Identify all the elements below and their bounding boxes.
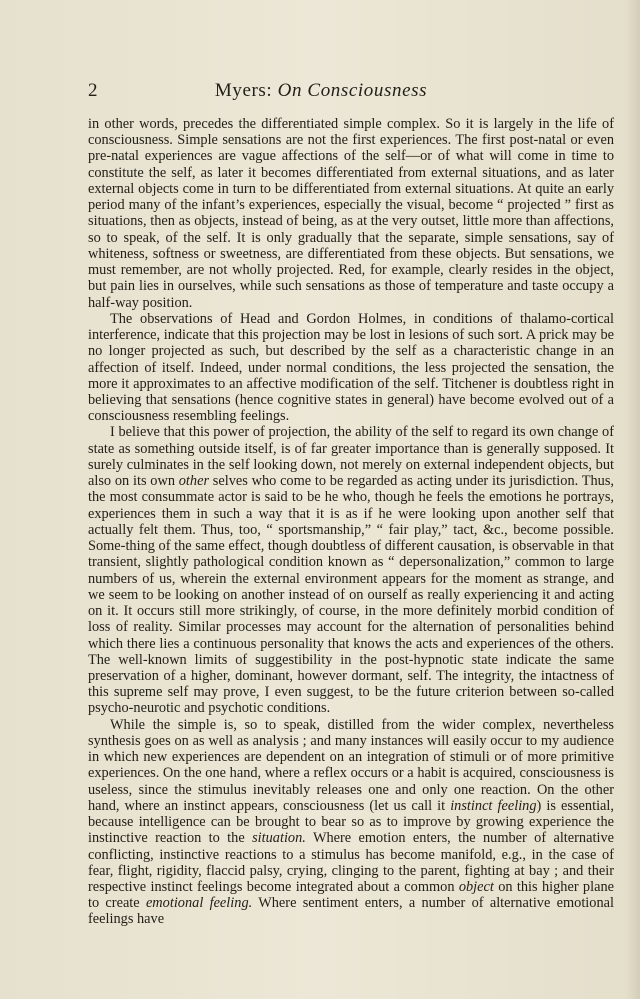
- text-run: ) is essential, because intelligence can be brought to bear so as to improve by growing experience the instinctive reaction to the: [88, 797, 614, 847]
- text-run: Where emotion enters, the number of alternative conflicting, instinctive reactions to a stimulus has become manifold, e.g., in the case of fear, flight, rigidity, flaccid palsy, crying, clinging to the parent, fighting at bay ; and their respective instinct feelings become integrated about a common: [88, 830, 614, 896]
- text-run: in other words, precedes the differentiated simple complex. So it is largely in the life of consciousness. Simple sensations are not the first experiences. The first post-natal or even pre-natal experiences are vague affections of the self—or of what will come in time to constitute the self, as later it becomes differentiated from external situations, and as later external objects come in turn to be differentiated from external situations. At quite an early period many of the infant’s experiences, especially the visual, become “ projected ” first as situations, then as objects, instead of being, as at the very outset, little more than affections, so to speak, of the self. It is only gradually that the separate, simple sensations, say of whiteness, softness or sweetness, are differentiated from these objects. But sensations, we must remember, are not wholly projected. Red, for example, clearly resides in the object, but pain lies in ourselves, while such sensations as those of temperature and taste occupy a half-way position.: [88, 116, 614, 311]
- italic-text: situation.: [252, 830, 306, 847]
- italic-text: object: [458, 879, 494, 896]
- text-run: on this higher plane to create: [88, 879, 614, 912]
- running-head-author: Myers: [214, 80, 267, 101]
- paragraph: [88, 717, 614, 928]
- running-head-separator: :: [266, 80, 278, 101]
- italic-text: emotional feeling.: [145, 895, 253, 912]
- italic-text: instinct feeling: [450, 797, 537, 814]
- paragraph: [88, 116, 614, 311]
- running-head-title: On Consciousness: [277, 80, 428, 101]
- body-text: [88, 116, 614, 928]
- text-run: The observations of Head and Gordon Holmes, in conditions of thalamo-cortical interference, indicate that this projection may be lost in lesions of such sort. A prick may be no longer projected as such, but described by the self as a characteristic change in an affection of itself. Indeed, under normal conditions, the less projected the sensation, the more it approximates to an affective modification of the self. Titchener is doubtless right in believing that sensations (hence cognitive states in general) have become evolved out of a consciousness resembling feelings.: [88, 310, 614, 425]
- paragraph: [88, 311, 614, 425]
- page-number: 2: [88, 80, 98, 101]
- paragraph: [88, 424, 614, 716]
- running-head: [88, 80, 554, 102]
- text-run: While the simple is, so to speak, distilled from the wider complex, nevertheless synthesis goes on as well as analysis ; and many instances will easily occur to my audience in which new experiences are dependent on an integration of stimuli or of more primitive experiences. On the one hand, where a reflex occurs or a habit is acquired, consciousness is useless, since the stimulus inevitably releases one and only one reaction. On the other hand, where an instinct appears, consciousness (let us call it: [88, 716, 614, 814]
- text-run: selves who come to be regarded as acting under its jurisdiction. Thus, the most consummate actor is said to be he who, though he feels the emotions he portrays, experiences them in such a way that it is as if he were looking upon another self that actually felt them. Thus, too, “ sportsmanship,” “ fair play,” tact, &c., become possible. Some-thing of the same effect, though doubtless of different causation, is observable in that transient, slightly pathological condition known as “ depersonalization,” common to large numbers of us, wherein the external environment appears for the moment as strange, and we seem to be looking on another instead of on ourself as really experiencing it and acting on it. It occurs still more strikingly, of course, in the more definitely morbid condition of loss of reality. Similar processes may account for the alternation of personalities behind which there lies a continuous personality that knows the acts and experiences of the others. The well-known limits of suggestibility in the post-hypnotic state indicate the same preservation of a higher, dominant, however dormant, self. The integrity, the intactness of this supreme self may prove, I even suggest, to be the future criterion between so-called psycho-neurotic and psychotic conditions.: [88, 473, 614, 717]
- page-header: [88, 80, 554, 104]
- text-run: I believe that this power of projection, the ability of the self to regard its own change of state as something outside itself, is of far greater importance than is generally supposed. It surely culminates in the self looking down, not merely on external independent objects, but also on its own: [88, 424, 614, 490]
- italic-text: other: [178, 473, 210, 490]
- text-run: Where sentiment enters, a number of alternative emotional feelings have: [88, 895, 614, 928]
- page-edge-shadow: [626, 0, 640, 999]
